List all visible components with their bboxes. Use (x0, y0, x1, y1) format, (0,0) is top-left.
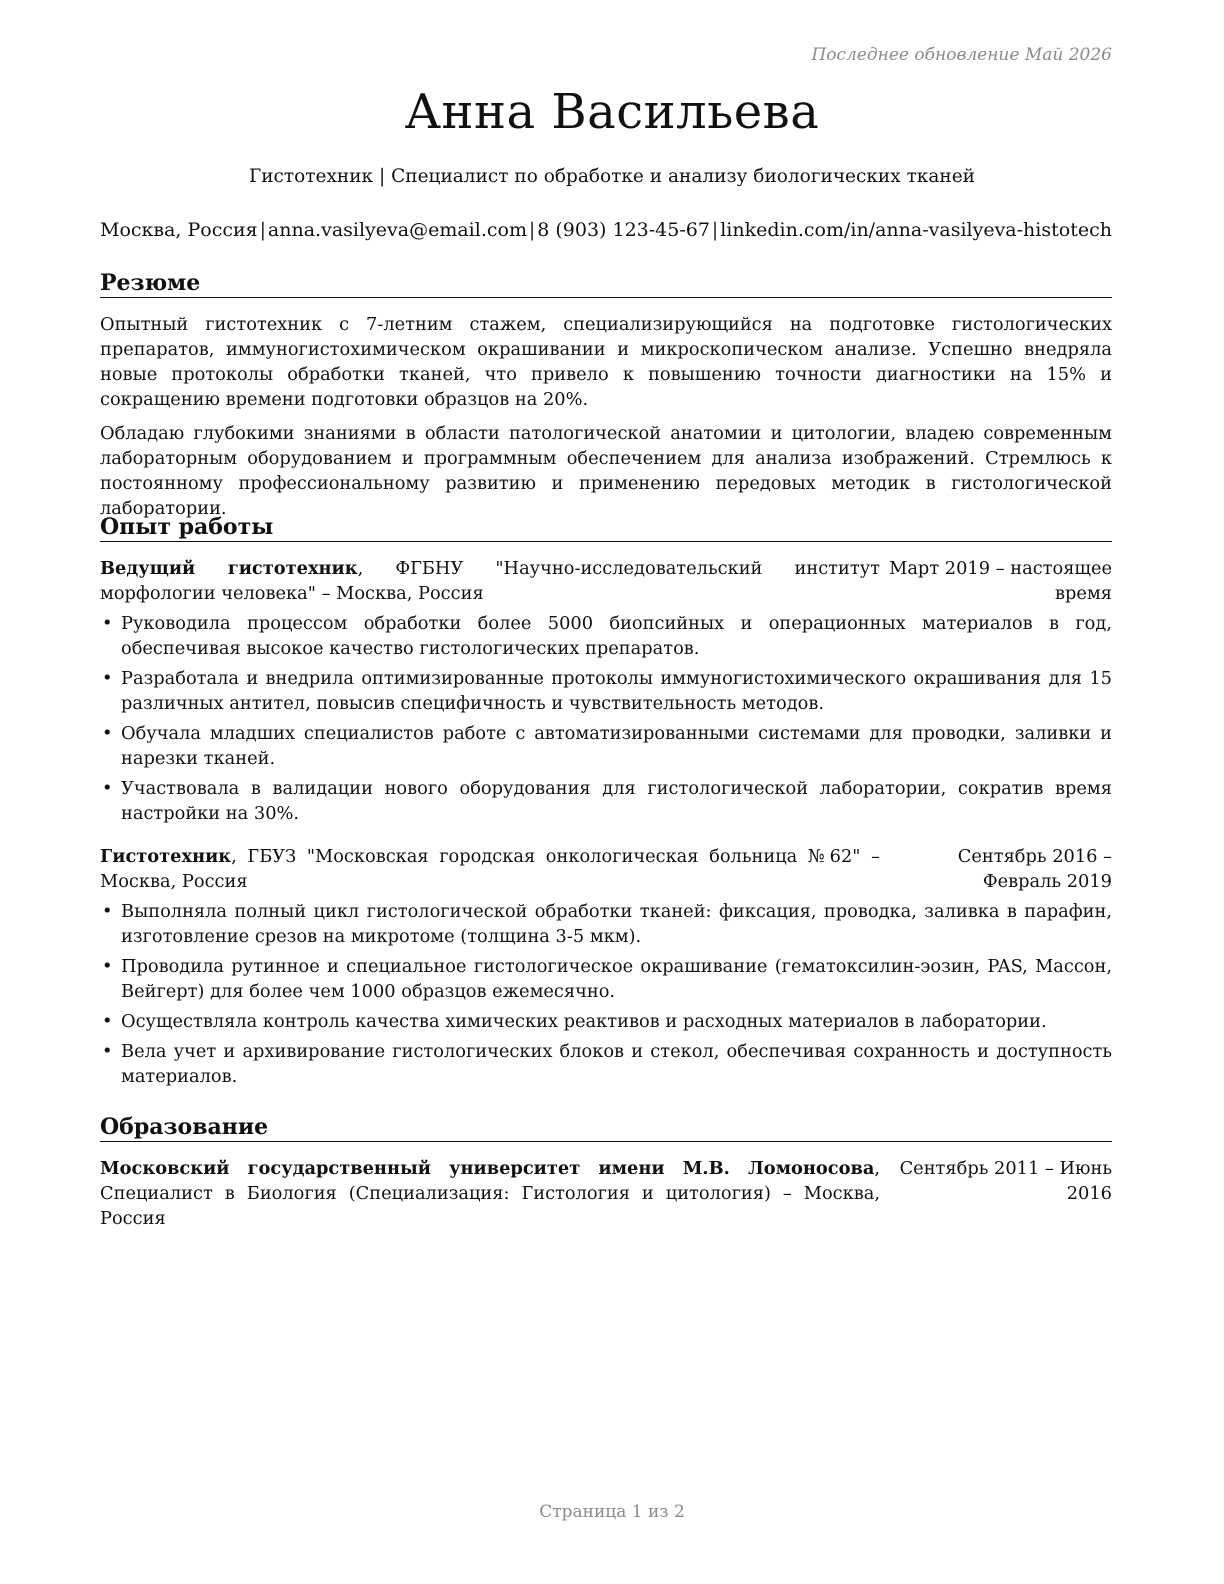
list-item: • Участвовала в валидации нового оборудования для гистологической лаборатории, сократив время настройки на 30%. (100, 776, 1112, 826)
summary-paragraph: Опытный гистотехник с 7-летним стажем, специализирующийся на подготовке гистологических препаратов, иммуногистохимическом окрашивании и микроскопическом анализе. Успешно внедряла новые протоколы обработки тканей, что привело к повышению точности диагностики на 15% и сокращению времени подготовки образцов на 20%. (100, 314, 1112, 410)
summary-paragraph: Обладаю глубокими знаниями в области патологической анатомии и цитологии, владею современным лабораторным оборудованием и программным обеспечением для анализа изображений. Стремлюсь к постоянному профессиональному развитию и применению передовых методик в гистологической лаборатории. (100, 423, 1112, 519)
list-item: • Обучала младших специалистов работе с автоматизированными системами для проводки, заливки и нарезки тканей. (100, 721, 1112, 771)
contact-email[interactable]: anna.vasilyeva@email.com (267, 219, 527, 241)
education-section (100, 1114, 1112, 1231)
page-number: Страница 1 из 2 (539, 1502, 685, 1522)
job-dates: Март 2019 – настоящее время (889, 558, 1112, 604)
job-entry (100, 556, 1112, 826)
job-organization: , ФГБНУ "Научно-исследовательский институт морфологии человека" – Москва, Россия (100, 558, 880, 604)
summary-title: Резюме (100, 270, 1112, 298)
education-entry (100, 1156, 1112, 1231)
job-bullets (100, 899, 1112, 1089)
contact-line (100, 219, 1112, 241)
list-item: • Вела учет и архивирование гистологических блоков и стекол, обеспечивая сохранность и доступность материалов. (100, 1039, 1112, 1089)
list-item: • Осуществляла контроль качества химических реактивов и расходных материалов в лаборатории. (100, 1009, 1112, 1034)
summary-section (100, 270, 1112, 521)
contact-phone[interactable]: 8 (903) 123-45-67 (537, 219, 710, 241)
job-dates: Сентябрь 2016 – Февраль 2019 (957, 846, 1112, 892)
job-entry (100, 844, 1112, 1089)
education-institution: Московский государственный университет имени М.В. Ломоносова (100, 1158, 875, 1179)
contact-separator: | (259, 219, 266, 241)
candidate-subtitle: Гистотехник | Специалист по обработке и анализу биологических тканей (248, 166, 976, 187)
contact-linkedin[interactable]: linkedin.com/in/anna-vasilyeva-histotech (720, 219, 1112, 241)
job-position: Ведущий гистотехник (100, 558, 358, 579)
education-details: , Специалист в Биология (Специализация: Гистология и цитология) – Москва, Россия (100, 1158, 880, 1229)
job-position: Гистотехник (100, 846, 232, 867)
experience-title: Опыт работы (100, 514, 1112, 542)
contact-separator: | (528, 219, 536, 241)
list-item: • Разработала и внедрила оптимизированные протоколы иммуногистохимического окрашивания для 15 различных антител, повысив специфичность и чувствительность методов. (100, 666, 1112, 716)
list-item: • Руководила процессом обработки более 5000 биопсийных и операционных материалов в год, обеспечивая высокое качество гистологических препаратов. (100, 611, 1112, 661)
list-item: • Выполняла полный цикл гистологической обработки тканей: фиксация, проводка, заливка в парафин, изготовление срезов на микротоме (толщина 3-5 мкм). (100, 899, 1112, 949)
contact-separator: | (711, 219, 719, 241)
experience-section (100, 514, 1112, 1094)
education-title: Образование (100, 1114, 1112, 1142)
education-dates: Сентябрь 2011 – Июнь 2016 (899, 1158, 1112, 1204)
job-organization: , ГБУЗ "Московская городская онкологическая больница №62" – Москва, Россия (100, 846, 880, 892)
contact-location: Москва, Россия (100, 219, 258, 241)
job-bullets (100, 611, 1112, 826)
candidate-name: Анна Васильева (404, 84, 820, 140)
last-updated-note: Последнее обновление Май 2026 (811, 45, 1112, 65)
list-item: • Проводила рутинное и специальное гистологическое окрашивание (гематоксилин-эозин, PAS, Массон, Вейгерт) для более чем 1000 образцов ежемесячно. (100, 954, 1112, 1004)
